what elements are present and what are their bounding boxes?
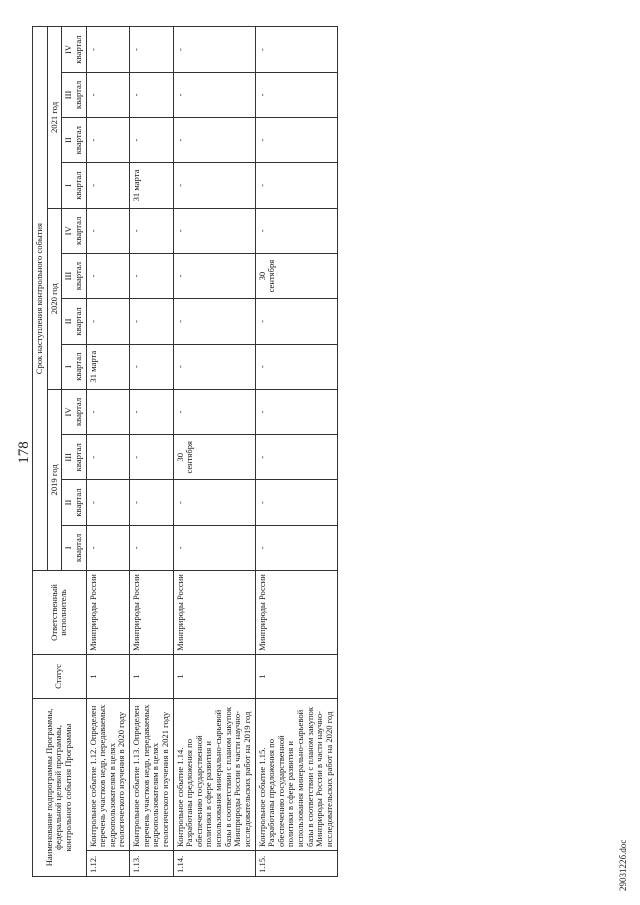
responsible-executor: Минприроды России <box>173 571 255 655</box>
quarter-word: квартал <box>72 35 83 64</box>
table-row <box>173 27 255 877</box>
quarter-numeral: IV <box>63 226 74 236</box>
quarter-word: квартал <box>72 126 83 155</box>
quarter-cell: - <box>255 27 337 72</box>
header-quarter <box>62 72 86 117</box>
quarter-cell: - <box>130 208 174 253</box>
event-description: Контрольное событие 1.12. Определен перечень участков недр, передаваемых недропользователям в целях геологического изучения в 2020 году <box>86 699 130 851</box>
quarter-cell: - <box>255 118 337 163</box>
quarter-cell: - <box>86 163 130 208</box>
header-status: Статус <box>33 655 87 699</box>
quarter-cell: - <box>173 525 255 570</box>
quarter-numeral: III <box>63 90 74 100</box>
quarter-cell: - <box>173 27 255 72</box>
header-quarter <box>62 118 86 163</box>
quarter-cell: - <box>86 27 130 72</box>
responsible-executor: Минприроды России <box>130 571 174 655</box>
header-quarter <box>62 525 86 570</box>
row-number: 1.14. <box>173 851 255 877</box>
header-deadline: Срок наступления контрольного события <box>33 27 48 571</box>
quarter-cell: - <box>130 389 174 434</box>
row-number: 1.12. <box>86 851 130 877</box>
page-number: 178 <box>16 441 32 464</box>
quarter-cell: 30 сентября <box>255 253 337 298</box>
quarter-word: квартал <box>72 171 83 200</box>
header-quarter <box>62 389 86 434</box>
event-status: 1 <box>173 655 255 699</box>
header-year: 2021 год <box>47 27 62 208</box>
header-quarter <box>62 253 86 298</box>
quarter-cell: 31 марта <box>130 163 174 208</box>
quarter-cell: - <box>255 344 337 389</box>
event-status: 1 <box>130 655 174 699</box>
quarter-numeral: IV <box>63 44 74 55</box>
quarter-cell: - <box>86 389 130 434</box>
quarter-cell: - <box>86 435 130 480</box>
header-name: Наименование подпрограммы Программы, федеральной целевой программы, контрольного события Программы <box>33 699 87 877</box>
quarter-word: квартал <box>72 80 83 109</box>
quarter-numeral: III <box>63 452 74 462</box>
quarter-cell: - <box>173 480 255 525</box>
quarter-cell: 31 марта <box>86 344 130 389</box>
quarter-cell: - <box>255 389 337 434</box>
quarter-cell: - <box>130 525 174 570</box>
quarter-cell: - <box>255 163 337 208</box>
quarter-numeral: I <box>63 365 74 369</box>
quarter-cell: - <box>255 480 337 525</box>
quarter-cell: - <box>173 253 255 298</box>
event-description: Контрольное событие 1.13. Определен перечень участков недр, передаваемых недропользователям в целях геологического изучения в 2021 году <box>130 699 174 851</box>
header-quarter <box>62 299 86 344</box>
quarter-cell: - <box>86 253 130 298</box>
quarter-cell: - <box>86 525 130 570</box>
event-description: Контрольное событие 1.15. Разработаны предложения по обеспечению государственной политики в сфере развития и использования минерально-сырьевой базы в соответствии с планом закупок Минприроды России в части научно-исследовательских работ на 2020 год <box>255 699 337 851</box>
header-quarter <box>62 208 86 253</box>
quarter-word: квартал <box>72 488 83 517</box>
row-number: 1.15. <box>255 851 337 877</box>
quarter-cell: - <box>130 27 174 72</box>
table-row <box>255 27 337 877</box>
header-quarter <box>62 344 86 389</box>
quarter-word: квартал <box>72 216 83 245</box>
responsible-executor: Минприроды России <box>255 571 337 655</box>
header-quarter <box>62 480 86 525</box>
quarter-cell: - <box>130 72 174 117</box>
quarter-cell: - <box>86 299 130 344</box>
quarter-cell: - <box>173 389 255 434</box>
quarter-cell: - <box>86 72 130 117</box>
quarter-cell: - <box>130 344 174 389</box>
quarter-cell: 30 сентября <box>173 435 255 480</box>
quarter-numeral: II <box>63 137 74 144</box>
quarter-cell: - <box>130 435 174 480</box>
quarter-cell: - <box>255 435 337 480</box>
quarter-cell: - <box>255 72 337 117</box>
quarter-numeral: II <box>63 318 74 325</box>
quarter-cell: - <box>130 253 174 298</box>
quarter-word: квартал <box>72 307 83 336</box>
quarter-numeral: I <box>63 546 74 550</box>
quarter-cell: - <box>173 299 255 344</box>
responsible-executor: Минприроды России <box>86 571 130 655</box>
event-status: 1 <box>255 655 337 699</box>
control-events-table <box>32 26 338 877</box>
table-row <box>86 27 130 877</box>
quarter-cell: - <box>173 72 255 117</box>
quarter-cell: - <box>86 118 130 163</box>
quarter-word: квартал <box>72 533 83 562</box>
header-quarter <box>62 163 86 208</box>
quarter-cell: - <box>173 163 255 208</box>
quarter-word: квартал <box>72 397 83 427</box>
quarter-cell: - <box>173 344 255 389</box>
table-row <box>130 27 174 877</box>
quarter-cell: - <box>86 208 130 253</box>
event-status: 1 <box>86 655 130 699</box>
quarter-cell: - <box>173 118 255 163</box>
quarter-word: квартал <box>72 352 83 381</box>
quarter-word: квартал <box>72 443 83 472</box>
row-number: 1.13. <box>130 851 174 877</box>
quarter-cell: - <box>130 480 174 525</box>
quarter-cell: - <box>130 299 174 344</box>
quarter-numeral: II <box>63 499 74 506</box>
header-row-1 <box>33 27 48 877</box>
quarter-cell: - <box>255 525 337 570</box>
footer-filename: 2903122б.doc <box>618 839 628 891</box>
quarter-cell: - <box>130 118 174 163</box>
quarter-cell: - <box>173 208 255 253</box>
header-year: 2019 год <box>47 389 62 570</box>
header-quarter <box>62 435 86 480</box>
event-description: Контрольное событие 1.14. Разработаны предложения по обеспечению государственной политики в сфере развития и использования минерально-сырьевой базы в соответствии с планом закупок Минприроды России в части научно-исследовательских работ на 2019 год <box>173 699 255 851</box>
quarter-numeral: III <box>63 271 74 281</box>
quarter-numeral: IV <box>63 407 74 417</box>
header-year: 2020 год <box>47 208 62 389</box>
quarter-numeral: I <box>63 184 74 187</box>
quarter-cell: - <box>255 208 337 253</box>
quarter-word: квартал <box>72 261 83 291</box>
quarter-cell: - <box>255 299 337 344</box>
quarter-cell: - <box>86 480 130 525</box>
table-body <box>86 27 337 877</box>
header-responsible: Ответственный исполнитель <box>33 571 87 655</box>
header-quarter <box>62 27 86 72</box>
